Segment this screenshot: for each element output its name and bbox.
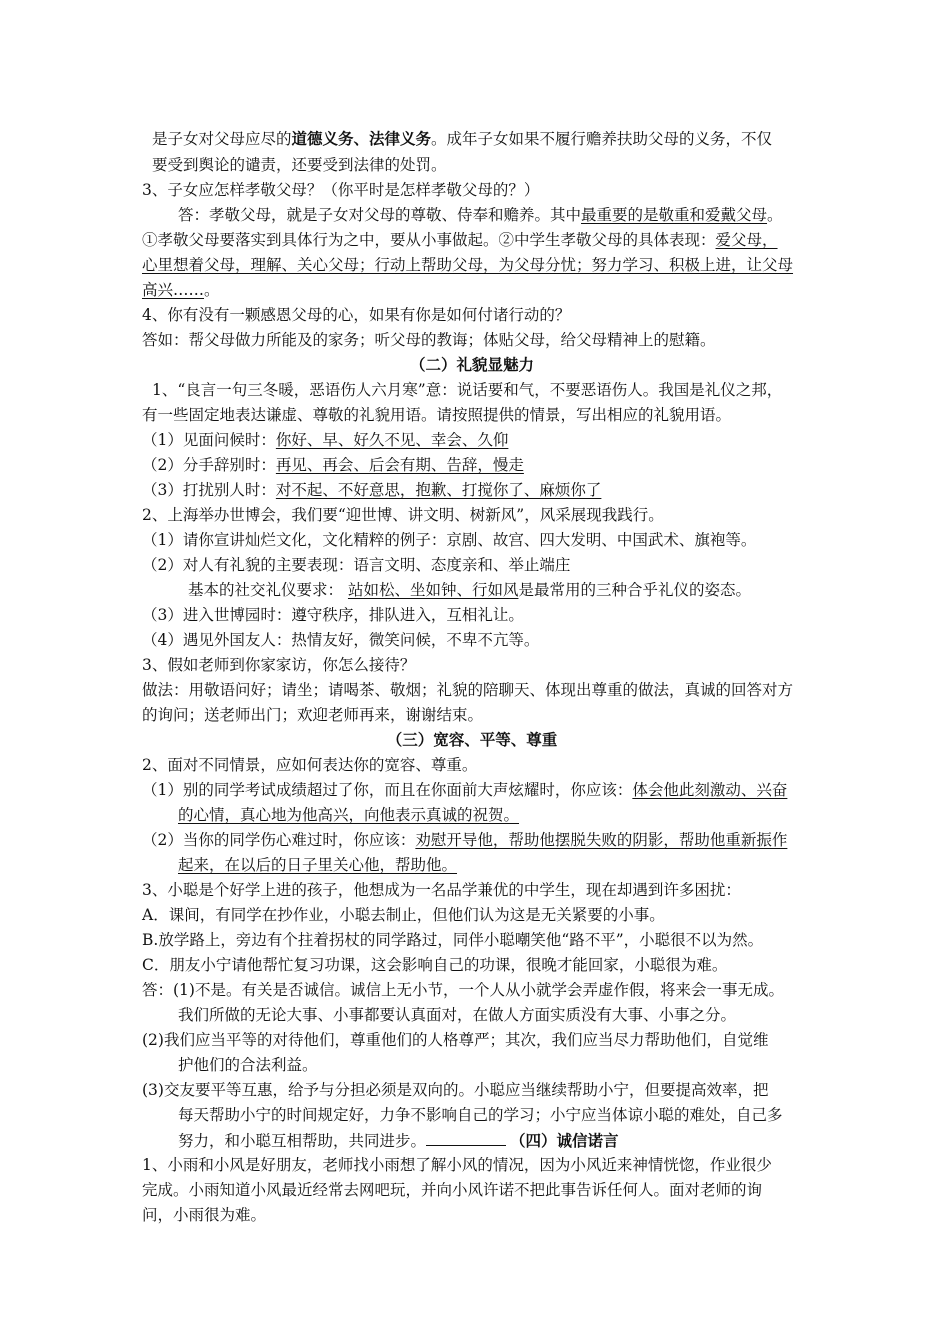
underlined-answer: 体会他此刻激动、兴奋	[632, 781, 788, 799]
text-line: 高兴……。	[142, 281, 220, 299]
text-line: （4）遇见外国友人：热情友好，微笑问候，不卑不亢等。	[142, 631, 540, 649]
question-2b: 2、面对不同情景，应如何表达你的宽容、尊重。	[142, 756, 478, 774]
text-line	[178, 852, 457, 878]
text-line: (2)我们应当平等的对待他们，尊重他们的人格尊严；其次，我们应当尽力帮助他们，自觉维	[142, 1031, 769, 1049]
section-heading-3: （三）宽容、平等、尊重	[386, 730, 558, 749]
text-line: B.放学路上，旁边有个拄着拐杖的同学路过，同伴小聪嘲笑他“路不平”，小聪很不以为然。	[142, 931, 764, 949]
question-3b: 3、假如老师到你家家访，你怎么接待？	[142, 656, 416, 674]
text-line: （2）当你的同学伤心难过时，你应该：劝慰开导他，帮助他摆脱失败的阴影，帮助他重新振作	[142, 831, 788, 849]
answer-line: 答：(1)不是。有关是否诚信。诚信上无小节，一个人从小就学会弄虚作假，将来会一事无成。	[142, 981, 784, 999]
underlined-answer: 爱父母，	[715, 231, 778, 249]
text-line: 护他们的合法利益。	[178, 1056, 318, 1074]
text-line: 努力，和小聪互相帮助，共同进步。 （四）诚信诺言	[178, 1127, 619, 1153]
text-line: A．课间，有同学在抄作业，小聪去制止，但他们认为这是无关紧要的小事。	[142, 906, 665, 924]
question-1: 1、“良言一句三冬暖，恶语伤人六月寒”意：说话要和气，不要恶语伤人。我国是礼仪之邦，	[152, 381, 783, 399]
text-line: (3)交友要平等互惠，给予与分担必须是双向的。小聪应当继续帮助小宁，但要提高效率，把	[142, 1081, 769, 1099]
underlined-answer: 劝慰开导他，帮助他摆脱失败的阴影，帮助他重新振作	[415, 831, 788, 849]
text-line: （3）进入世博园时：遵守秩序，排队进入，互相礼让。	[142, 606, 524, 624]
answer-line: 答如：帮父母做力所能及的家务；听父母的教诲；体贴父母，给父母精神上的慰籍。	[142, 331, 716, 349]
text-line: （2）分手辞别时：再见、再会、后会有期、告辞，慢走	[142, 456, 524, 474]
text-line: 是子女对父母应尽的道德义务、法律义务。成年子女如果不履行赡养扶助父母的义务，不仅	[152, 129, 773, 148]
text-line: （1）别的同学考试成绩超过了你，而且在你面前大声炫耀时，你应该：体会他此刻激动、兴奋	[142, 781, 788, 799]
text-line: 的询问；送老师出门；欢迎老师再来，谢谢结束。	[142, 706, 484, 724]
answer-line: 答：孝敬父母，就是子女对父母的尊敬、侍奉和赡养。其中最重要的是敬重和爱戴父母。	[178, 206, 783, 224]
text-line	[178, 802, 519, 828]
underlined-answer: 你好、早、好久不见、幸会、久仰	[275, 431, 509, 449]
fill-blank	[426, 1127, 506, 1146]
bold-text: 道德义务、法律义务	[291, 129, 432, 148]
text-line: 每天帮助小宁的时间规定好，力争不影响自己的学习；小宁应当体谅小聪的难处，自己多	[178, 1106, 783, 1124]
text-line	[142, 252, 793, 278]
text-line: 基本的社交礼仪要求： 站如松、坐如钟、行如风是最常用的三种合乎礼仪的姿态。	[188, 581, 751, 599]
underlined-answer: 最重要的是敬重和爱戴父母	[581, 206, 768, 224]
text-line: ①孝敬父母要落实到具体行为之中，要从小事做起。②中学生孝敬父母的具体表现：爱父母，	[142, 231, 778, 249]
text-line: 完成。小雨知道小风最近经常去网吧玩，并向小风许诺不把此事告诉任何人。面对老师的询	[142, 1181, 763, 1199]
question-2: 2、上海举办世博会，我们要“迎世博、讲文明、树新风”，风采展现我践行。	[142, 506, 664, 524]
underlined-answer: 对不起、不好意思，抱歉、打搅你了、麻烦你了	[275, 481, 602, 499]
underlined-answer: 的心情，真心地为他高兴，向他表示真诚的祝贺。	[178, 806, 520, 824]
underlined-answer: 再见、再会、后会有期、告辞，慢走	[275, 456, 524, 474]
section-heading-2: （二）礼貌显魅力	[409, 355, 534, 374]
question-3: 3、子女应怎样孝敬父母？（你平时是怎样孝敬父母的？）	[142, 181, 540, 199]
text-line: （3）打扰别人时：对不起、不好意思，抱歉、打搅你了、麻烦你了	[142, 481, 602, 499]
underlined-answer: 站如松、坐如钟、行如风	[347, 581, 519, 599]
text-line: （1）请你宣讲灿烂文化，文化精粹的例子：京剧、故宫、四大发明、中国武术、旗袍等。	[142, 531, 757, 549]
section-heading-4: （四）诚信诺言	[510, 1131, 619, 1150]
underlined-answer: 起来，在以后的日子里关心他，帮助他。	[178, 856, 458, 874]
underlined-answer: 心里想着父母，理解、关心父母；行动上帮助父母，为父母分忧；努力学习、积极上进，让父母	[142, 256, 794, 274]
text-line: 问，小雨很为难。	[142, 1206, 267, 1224]
text-line: C．朋友小宁请他帮忙复习功课，这会影响自己的功课，很晚才能回家，小聪很为难。	[142, 956, 728, 974]
text-line: 我们所做的无论大事、小事都要认真面对，在做人方面实质没有大事、小事之分。	[178, 1006, 737, 1024]
text-line: 要受到舆论的谴责，还要受到法律的处罚。	[152, 156, 447, 174]
text-line: 有一些固定地表达谦虚、尊敬的礼貌用语。请按照提供的情景，写出相应的礼貌用语。	[142, 406, 732, 424]
answer-line: 做法：用敬语问好；请坐；请喝茶、敬烟；礼貌的陪聊天、体现出尊重的做法，真诚的回答对方	[142, 681, 794, 699]
underlined-answer: 高兴……	[142, 281, 205, 299]
question-1b: 1、小雨和小风是好朋友，老师找小雨想了解小风的情况，因为小风近来神情恍惚，作业很少	[142, 1156, 772, 1174]
text-line: （1）见面问候时：你好、早、好久不见、幸会、久仰	[142, 431, 509, 449]
question-4: 4、你有没有一颗感恩父母的心，如果有你是如何付诸行动的？	[142, 306, 571, 324]
question-3c: 3、小聪是个好学上进的孩子，他想成为一名品学兼优的中学生，现在却遇到许多困扰：	[142, 881, 741, 899]
text-line: （2）对人有礼貌的主要表现：语言文明、态度亲和、举止端庄	[142, 556, 571, 574]
